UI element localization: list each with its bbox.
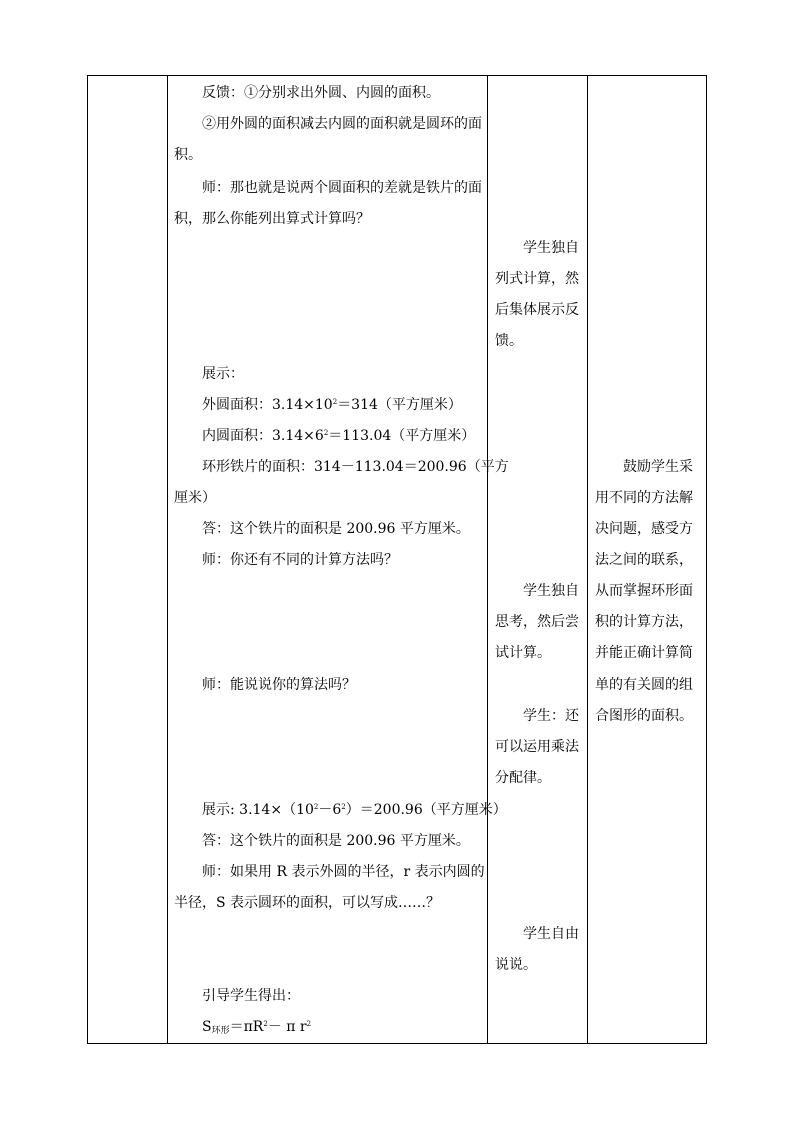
guide-students: 引导学生得出： — [202, 988, 300, 1004]
table-left-border — [87, 75, 88, 1044]
column-divider-3 — [587, 75, 588, 1044]
student-activity-1-line-1: 学生独自 — [523, 240, 579, 256]
outer-circle-area: 外圆面积：$3.14\times 10^2=314$（平方厘米） — [202, 397, 462, 413]
student-activity-3-line-2: 可以运用乘法 — [495, 739, 579, 755]
student-activity-1-line-3: 后集体展示反 — [495, 302, 579, 318]
answer-2: 答：这个铁片的面积是 200.96 平方厘米。 — [202, 833, 470, 849]
student-activity-3-line-3: 分配律。 — [495, 770, 551, 786]
design-intent-line-2: 用不同的方法解 — [595, 490, 693, 506]
student-activity-2-line-2: 思考，然后尝 — [495, 614, 579, 630]
student-activity-1-line-4: 馈。 — [495, 333, 523, 349]
student-activity-4-line-1: 学生自由 — [523, 926, 579, 942]
teacher-question-4-cont: 半径，S 表示圆环的面积，可以写成……？ — [174, 895, 441, 911]
inner-circle-area: 内圆面积：$3.14\times 6^2=113.04$（平方厘米） — [202, 428, 476, 444]
design-intent-line-8: 单的有关圆的组 — [595, 677, 693, 693]
student-activity-4-line-2: 说说。 — [495, 957, 537, 973]
student-activity-3-line-1: 学生：还 — [523, 708, 579, 724]
teacher-question-4: 师：如果用 R 表示外圆的半径，r 表示内圆的 — [202, 864, 485, 880]
design-intent-line-1: 鼓励学生采 — [623, 459, 693, 475]
table-bottom-border — [87, 1043, 707, 1044]
teacher-question-1-cont: 积，那么你能列出算式计算吗？ — [174, 211, 370, 227]
ring-area-line-1: 环形铁片的面积：314－113.04＝200.96（平方 — [202, 459, 509, 475]
column-divider-1 — [167, 75, 168, 1044]
display-label: 展示： — [202, 366, 244, 382]
table-right-border — [706, 75, 707, 1044]
teacher-question-2: 师：你还有不同的计算方法吗？ — [202, 552, 398, 568]
ring-area-formula: S环形$=\pi R^2- \pi$ $r^2$ — [202, 1019, 312, 1036]
design-intent-line-3: 决问题，感受方 — [595, 521, 693, 537]
ring-area-line-2: 厘米） — [174, 490, 216, 506]
student-activity-1-line-2: 列式计算，然 — [495, 271, 579, 287]
student-activity-2-line-1: 学生独自 — [523, 583, 579, 599]
column-divider-2 — [487, 75, 488, 1044]
design-intent-line-5: 从而掌握环形面 — [595, 583, 693, 599]
student-activity-2-line-3: 试计算。 — [495, 645, 551, 661]
display-formula-2: 展示: $3.14\times(10^2-6^2)=200.96$（平方厘米） — [202, 802, 507, 818]
feedback-line-1: 反馈：①分别求出外圆、内圆的面积。 — [202, 85, 440, 101]
design-intent-line-4: 法之间的联系， — [595, 552, 693, 568]
answer-1: 答：这个铁片的面积是 200.96 平方厘米。 — [202, 521, 470, 537]
design-intent-line-6: 积的计算方法， — [595, 614, 693, 630]
design-intent-line-9: 合图形的面积。 — [595, 708, 693, 724]
design-intent-line-7: 并能正确计算简 — [595, 645, 693, 661]
teacher-question-3: 师：能说说你的算法吗？ — [202, 677, 356, 693]
table-top-border — [87, 75, 707, 76]
feedback-line-2: ②用外圆的面积减去内圆的面积就是圆环的面 — [202, 116, 482, 132]
feedback-line-3: 积。 — [174, 147, 202, 163]
teacher-question-1: 师：那也就是说两个圆面积的差就是铁片的面 — [202, 180, 482, 196]
